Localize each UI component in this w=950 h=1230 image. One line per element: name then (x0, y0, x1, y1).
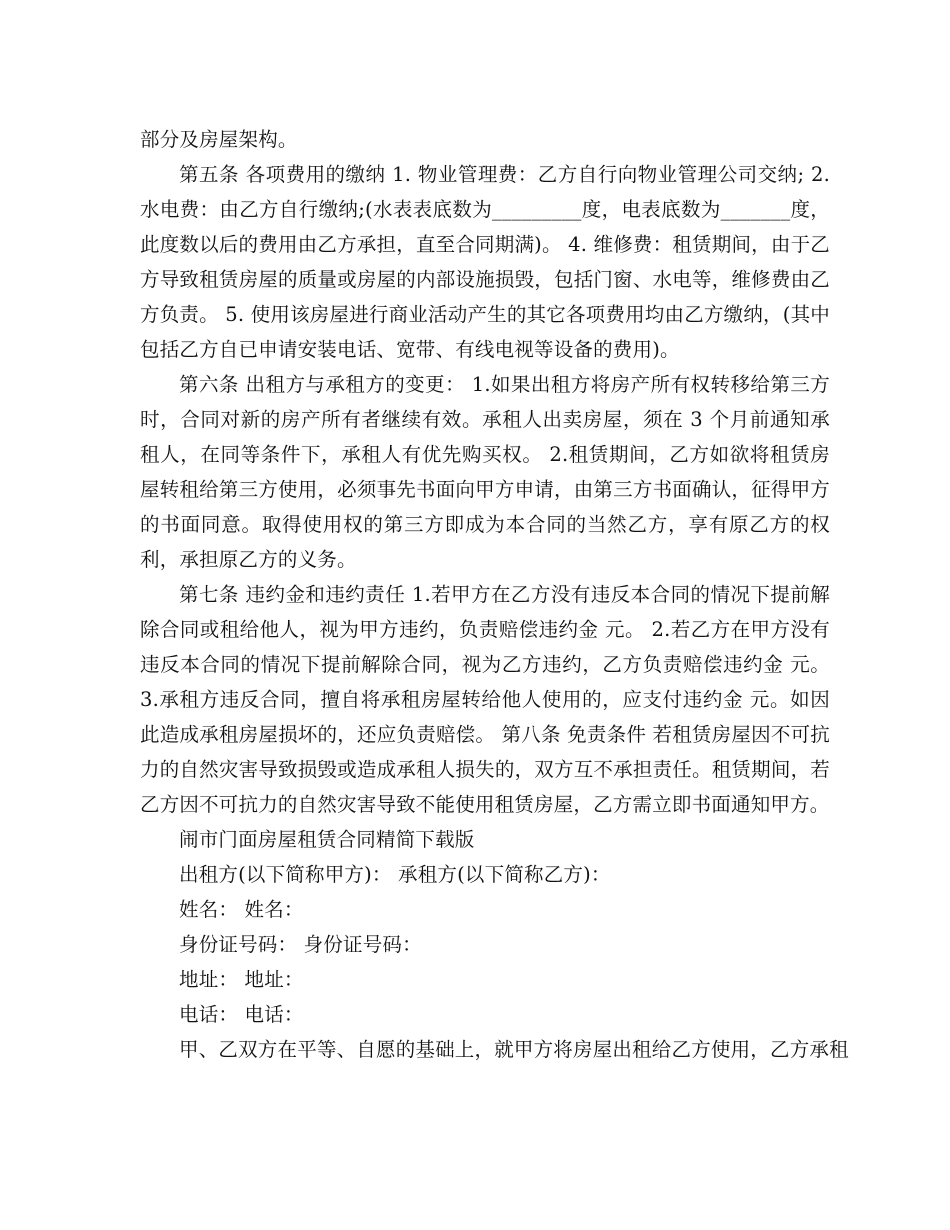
name-line: 姓名： 姓名： (179, 898, 304, 921)
contract-title: 闹市门面房屋租赁合同精简下载版 (179, 828, 475, 851)
paragraph-intro: 甲、乙双方在平等、自愿的基础上，就甲方将房屋出租给乙方使用，乙方承租 (179, 1038, 849, 1061)
phone-line: 电话： 电话： (179, 1003, 304, 1026)
paragraph-article-5: 第五条 各项费用的缴纳 1. 物业管理费：乙方自行向物业管理公司交纳; 2. 水电费：由乙方自行缴纳;(水表表底数为_________度，电表底数为_______度，此度数以后的费用由乙方承担，直至合同期满)。 4. 维修费：租赁期间，由于乙方导致租赁房屋的质量或房屋的内部设施损毁，包括门窗、水电等，维修费由乙方负责。 5. 使用该房屋进行商业活动产生的其它各项费用均由乙方缴纳，(其中包括乙方自已申请安装电话、宽带、有线电视等设备的费用)。 (140, 163, 830, 361)
parties-line: 出租方(以下简称甲方)： 承租方(以下简称乙方)： (179, 863, 611, 886)
paragraph-continuation: 部分及房屋架构。 (140, 128, 298, 151)
document-body (140, 122, 849, 1067)
paragraph-article-7: 第七条 违约金和违约责任 1.若甲方在乙方没有违反本合同的情况下提前解除合同或租给他人，视为甲方违约，负责赔偿违约金 元。 2.若乙方在甲方没有违反本合同的情况下提前解除合同，视为乙方违约，乙方负责赔偿违约金 元。 3.承租方违反合同，擅自将承租房屋转给他人使用的，应支付违约金 元。如因此造成承租房屋损坏的，还应负责赔偿。 第八条 免责条件 若租赁房屋因不可抗力的自然灾害导致损毁或造成承租人损失的，双方互不承担责任。租赁期间，若乙方因不可抗力的自然灾害导致不能使用租赁房屋，乙方需立即书面通知甲方。 (140, 583, 830, 816)
id-number-line: 身份证号码： 身份证号码： (179, 933, 422, 956)
paragraph-article-6: 第六条 出租方与承租方的变更： 1.如果出租方将房产所有权转移给第三方时，合同对新的房产所有者继续有效。承租人出卖房屋，须在 3 个月前通知承租人，在同等条件下，承租人有优先购买权。 2.租赁期间，乙方如欲将租赁房屋转租给第三方使用，必须事先书面向甲方申请，由第三方书面确认，征得甲方的书面同意。取得使用权的第三方即成为本合同的当然乙方，享有原乙方的权利，承担原乙方的义务。 (140, 373, 830, 571)
address-line: 地址： 地址： (179, 968, 304, 991)
